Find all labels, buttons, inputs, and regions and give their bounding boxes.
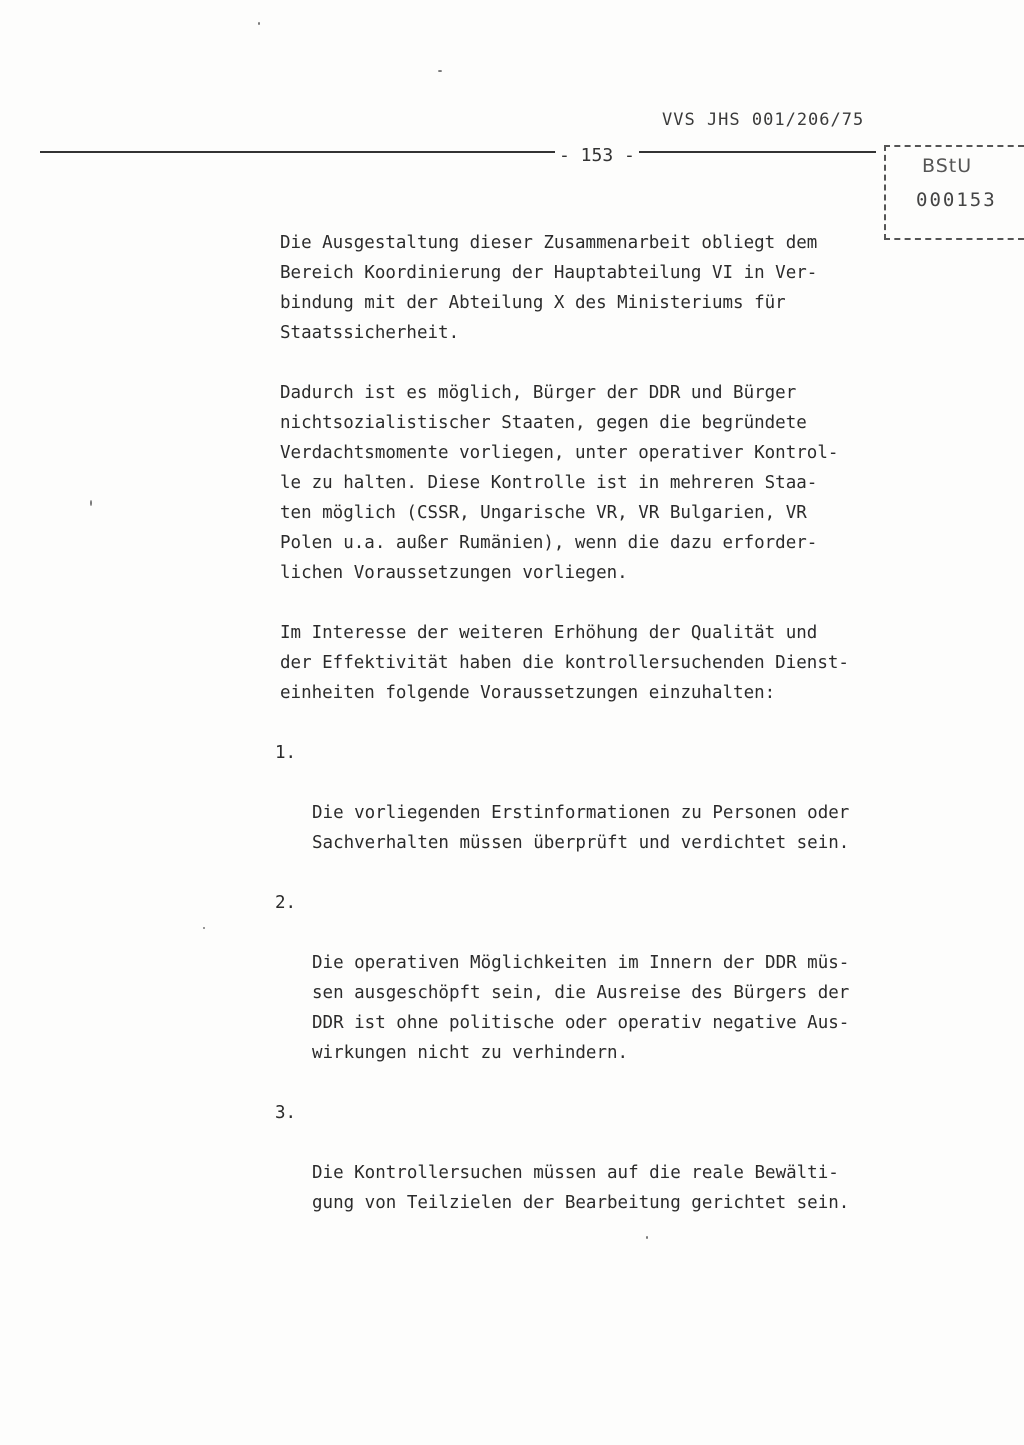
requirements-list xyxy=(275,738,950,1218)
archive-stamp xyxy=(884,145,1024,240)
list-item xyxy=(275,1098,950,1218)
list-item xyxy=(275,738,950,858)
scan-speck xyxy=(438,70,442,72)
list-item-text: Die operativen Möglichkeiten im Innern der DDR müs- sen ausgeschöpft sein, die Ausreise des Bürgers der DDR ist ohne politische oder operativ negative Aus- wirkungen nicht zu verhindern. xyxy=(312,953,850,1063)
list-item-number: 3. xyxy=(275,1103,297,1123)
list-item-text: Die Kontrollersuchen müssen auf die reale Bewälti- gung von Teilzielen der Bearbeitung gerichtet sein. xyxy=(312,1163,850,1213)
scan-speck xyxy=(90,500,92,506)
stamp-number: 000153 xyxy=(916,189,997,211)
list-item xyxy=(275,888,950,1068)
list-item-number: 2. xyxy=(275,893,297,913)
scan-speck xyxy=(258,22,260,25)
paragraph-cooperation: Die Ausgestaltung dieser Zusammenarbeit obliegt dem Bereich Koordinierung der Hauptabteilung VI in Ver- bindung mit der Abteilung X des Ministeriums für Staatssicherheit. xyxy=(280,233,818,343)
list-item-text: Die vorliegenden Erstinformationen zu Personen oder Sachverhalten müssen überprüft und verdichtet sein. xyxy=(312,803,850,853)
scan-speck xyxy=(203,927,205,929)
document-reference: VVS JHS 001/206/75 xyxy=(662,110,865,130)
body-text xyxy=(275,228,950,1248)
scan-speck xyxy=(646,1236,648,1239)
list-item-number: 1. xyxy=(275,743,297,763)
paragraph-control: Dadurch ist es möglich, Bürger der DDR und Bürger nichtsozialistischer Staaten, gegen die begründete Verdachtsmomente vorliegen, unter operativer Kontrol- le zu halten. Diese Kontrolle ist in mehreren Staa- ten möglich (CSSR, Ungarische VR, VR Bulgarien, VR Polen u.a. außer Rumänien), wenn die dazu erforder- lichen Voraussetzungen vorliegen. xyxy=(280,383,839,583)
page-number: - 153 - xyxy=(555,145,639,166)
header-rule xyxy=(40,151,876,153)
stamp-label: BStU xyxy=(922,155,973,177)
paragraph-requirements: Im Interesse der weiteren Erhöhung der Qualität und der Effektivität haben die kontrollersuchenden Dienst- einheiten folgende Voraussetzungen einzuhalten: xyxy=(280,623,849,703)
